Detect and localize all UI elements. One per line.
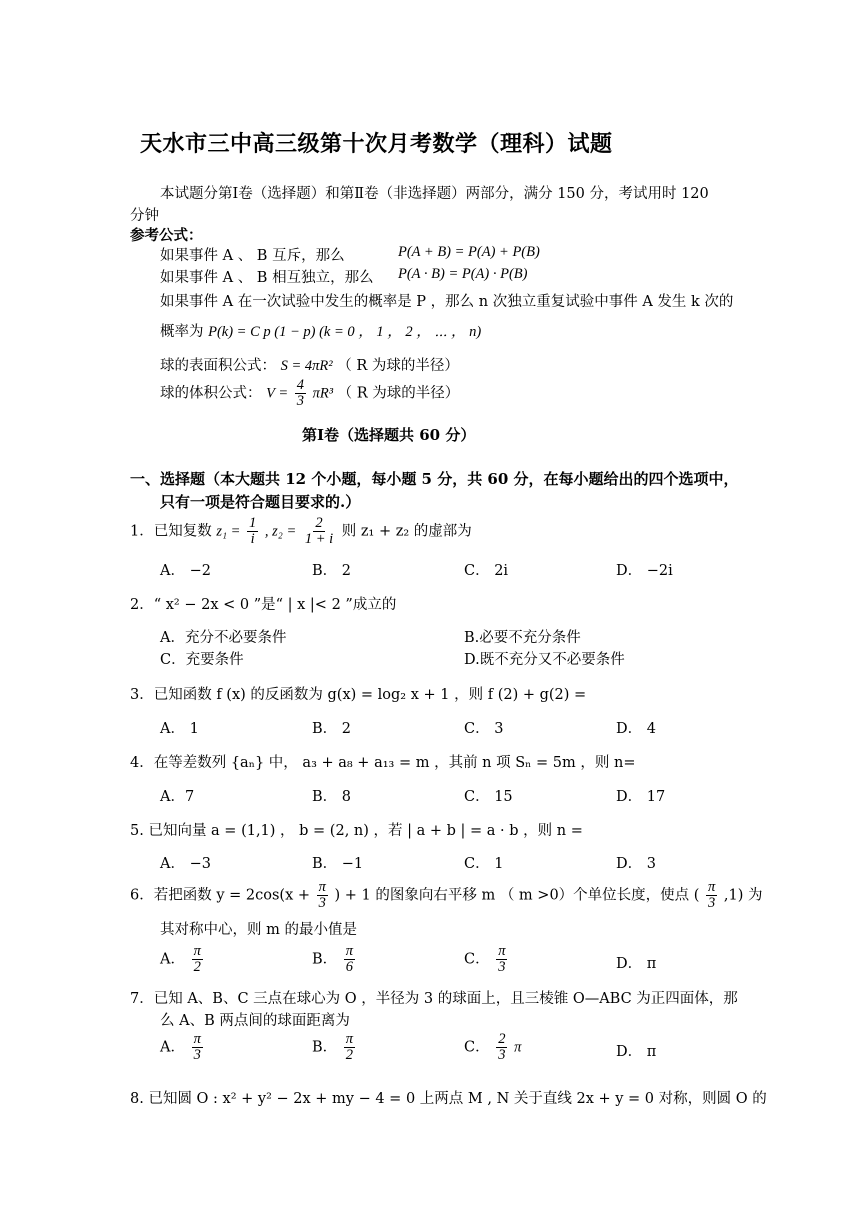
q7-option-a[interactable]: A． $\frac{\pi}{3}$ [160, 1031, 201, 1064]
section-1-line-2: 只有一项是符合题目要求的.） [160, 493, 361, 511]
q3-option-a[interactable]: A． 1 [160, 721, 199, 737]
formula-6-lhs: V = [266, 385, 289, 402]
formula-1-text: 如果事件 A 、 B 互斥，那么 [160, 248, 345, 264]
question-8-line-1: 8. 已知圆 O : x² + y² − 2x + my − 4 = 0 上两点 M , N 关于直线 2x + y = 0 对称，则圆 O 的 [130, 1091, 767, 1107]
q6-option-c-fraction: $\frac{\pi}{3}$ [498, 943, 506, 976]
q6-option-c[interactable]: C． $\frac{\pi}{3}$ [464, 943, 506, 976]
formula-6-line [160, 378, 459, 409]
formula-6-text: 球的体积公式： [160, 385, 262, 402]
question-2-stem: 2．“ x² − 2x < 0 ”是“ | x |< 2 ”成立的 [130, 597, 397, 613]
formula-6-rhs: πR³ [312, 385, 334, 402]
z2-lhs: , z₂ = [264, 523, 297, 540]
intro-line-1: 本试题分第Ⅰ卷（选择题）和第Ⅱ卷（非选择题）两部分，满分 150 分，考试用时 120 [160, 186, 709, 202]
q7-option-c-suffix: π [514, 1039, 522, 1056]
q5-option-c[interactable]: C． 1 [464, 856, 504, 872]
z1-fraction: $\frac{1}{i}$ [249, 515, 257, 548]
formula-2-text: 如果事件 A 、 B 相互独立，那么 [160, 270, 374, 286]
q2-option-b[interactable]: B.必要不充分条件 [464, 630, 581, 646]
question-3-stem: 3．已知函数 f (x) 的反函数为 g(x) = log₂ x + 1 ，则 f (2) + g(2) = [130, 687, 587, 703]
q2-option-a[interactable]: A．充分不必要条件 [160, 630, 287, 646]
formula-5-note: （ R 为球的半径） [337, 358, 459, 374]
question-5-stem: 5. 已知向量 a = (1,1) ， b = (2, n) ，若 | a + b | = a · b ，则 n = [130, 823, 583, 839]
formula-5-text: 球的表面积公式： [160, 358, 276, 374]
question-6-suffix: ,1) 为 [723, 887, 763, 904]
q5-option-a[interactable]: A． −3 [160, 856, 211, 872]
section-1-line-1: 一、选择题（本大题共 12 个小题，每小题 5 分，共 60 分，在每小题给出的四个选项中， [130, 470, 739, 488]
q7-option-b[interactable]: B． $\frac{\pi}{2}$ [312, 1031, 354, 1064]
question-6-mid: ) + 1 的图象向右平移 m （ m >0）个单位长度，使点 ( [334, 887, 700, 904]
q6-option-a-fraction: $\frac{\pi}{2}$ [193, 943, 201, 976]
q6-option-a[interactable]: A． $\frac{\pi}{2}$ [160, 943, 201, 976]
question-4-stem: 4．在等差数列 {aₙ} 中， a₃ + a₈ + a₁₃ = m ，其前 n 项 Sₙ = 5m ，则 n= [130, 755, 636, 771]
q4-option-d[interactable]: D． 17 [616, 789, 666, 805]
question-6-line-2: 其对称中心，则 m 的最小值是 [160, 922, 357, 938]
formula-1: P(A + B) = P(A) + P(B) [398, 244, 540, 260]
formula-6-fraction: $\frac{4}{3}$ [296, 377, 304, 410]
q3-option-c[interactable]: C． 3 [464, 721, 504, 737]
q7-option-d[interactable]: D． π [616, 1044, 657, 1060]
q6-fraction-2: $\frac{\pi}{3}$ [708, 879, 716, 912]
question-1-suffix: 则 z₁ + z₂ 的虚部为 [341, 523, 472, 540]
q1-option-a[interactable]: A． −2 [160, 563, 211, 579]
q2-option-c[interactable]: C．充要条件 [160, 652, 244, 668]
question-7-line-2: 么 A、B 两点间的球面距离为 [160, 1013, 350, 1029]
q4-option-b[interactable]: B． 8 [312, 789, 351, 805]
q6-option-b-fraction: $\frac{\pi}{6}$ [345, 943, 354, 976]
q3-option-b[interactable]: B． 2 [312, 721, 351, 737]
q4-option-a[interactable]: A．7 [160, 789, 195, 805]
intro-line-2: 分钟 [130, 208, 159, 224]
q7-option-b-fraction: $\frac{\pi}{2}$ [345, 1031, 354, 1064]
formula-4-prefix: 概率为 [160, 324, 204, 340]
formula-4: P(k) = C p (1 − p) (k = 0 ， 1 ， 2 ， ⋯ ， n) [208, 324, 482, 340]
q2-option-d[interactable]: D.既不充分又不必要条件 [464, 652, 625, 668]
z1-lhs: z₁ = [216, 523, 241, 540]
formula-3-text: 如果事件 A 在一次试验中发生的概率是 P ，那么 n 次独立重复试验中事件 A 发生 k 次的 [160, 294, 734, 310]
q7-option-c[interactable]: C． $\frac{2}{3}$ π [464, 1031, 522, 1064]
formula-4-line [160, 320, 481, 341]
q5-option-d[interactable]: D． 3 [616, 856, 656, 872]
q4-option-c[interactable]: C． 15 [464, 789, 513, 805]
q1-option-d[interactable]: D． −2i [616, 563, 673, 579]
q6-option-d[interactable]: D． π [616, 956, 657, 972]
z2-fraction: $\frac{2}{1 + i}$ [304, 515, 334, 548]
question-1-stem [130, 516, 472, 547]
question-6-prefix: 6．若把函数 y = 2cos(x + [130, 887, 311, 904]
q7-option-a-fraction: $\frac{\pi}{3}$ [193, 1031, 201, 1064]
q7-option-c-fraction: $\frac{2}{3}$ [498, 1031, 506, 1064]
question-6-stem [130, 880, 763, 911]
question-1-prefix: 1．已知复数 [130, 523, 212, 540]
q5-option-b[interactable]: B． −1 [312, 856, 364, 872]
question-7-line-1: 7．已知 A、B、C 三点在球心为 O ，半径为 3 的球面上，且三棱锥 O—ABC 为正四面体，那 [130, 991, 738, 1007]
page-title: 天水市三中高三级第十次月考数学（理科）试题 [140, 131, 613, 157]
q3-option-d[interactable]: D． 4 [616, 721, 656, 737]
q6-fraction-1: $\frac{\pi}{3}$ [318, 879, 326, 912]
formulas-heading: 参考公式： [130, 227, 203, 244]
q1-option-c[interactable]: C． 2i [464, 563, 509, 579]
formula-5-line [160, 354, 459, 375]
q1-option-b[interactable]: B． 2 [312, 563, 351, 579]
formula-5: S = 4πR² [280, 358, 333, 374]
formula-2: P(A · B) = P(A) · P(B) [398, 266, 528, 282]
q6-option-b[interactable]: B． $\frac{\pi}{6}$ [312, 943, 354, 976]
part-1-heading: 第Ⅰ卷（选择题共 60 分） [302, 426, 476, 444]
formula-6-note: （ R 为球的半径） [337, 385, 460, 402]
